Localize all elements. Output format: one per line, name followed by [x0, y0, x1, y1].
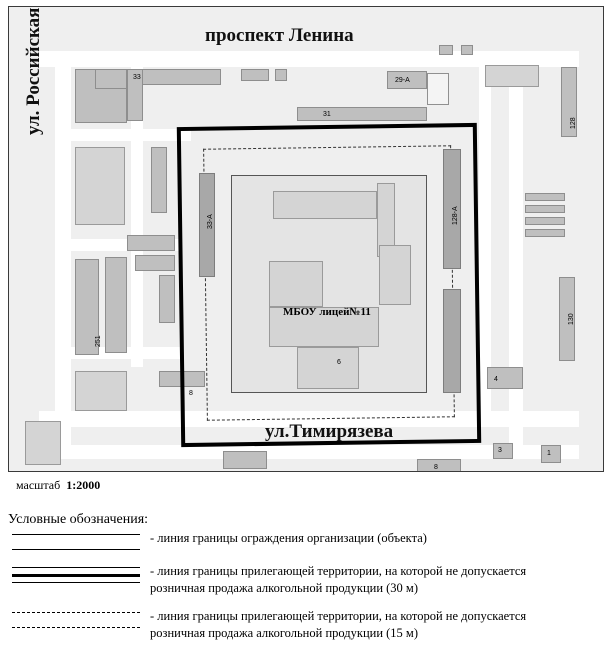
- scale-indicator: [16, 478, 100, 493]
- street-label-timiryazeva: ул.Тимирязева: [265, 421, 394, 442]
- building-block: [159, 275, 175, 323]
- legend-item-label: - линия границы прилегающей территории, на которой не допускается розничная продажа алкогольной продукции (15 м): [150, 608, 527, 640]
- building-block: [75, 147, 125, 225]
- building-block: [105, 257, 127, 353]
- building-block: [135, 69, 221, 85]
- building-block: [275, 69, 287, 81]
- street-label-lenina: проспект Ленина: [205, 25, 354, 46]
- building-number-label: 33: [133, 74, 141, 81]
- building-block: [439, 45, 453, 55]
- building-number-label: 3: [498, 447, 502, 454]
- road-east-vertical: [509, 51, 523, 451]
- map-canvas: [8, 6, 604, 472]
- building-block: [525, 229, 565, 237]
- building-block: [269, 261, 323, 307]
- building-block: [443, 289, 461, 393]
- building-number-label: 6: [337, 359, 341, 366]
- building-block: [485, 65, 539, 87]
- legend-item: [12, 563, 602, 597]
- building-block: [541, 445, 561, 463]
- legend-swatch-30m: [12, 565, 140, 585]
- building-block: [461, 45, 473, 55]
- legend: [12, 530, 602, 653]
- building-number-label: 128: [570, 117, 577, 129]
- building-number-label: 8: [434, 464, 438, 471]
- building-number-label: 1: [547, 450, 551, 457]
- street-label-rossiyskaya: ул. Российская: [23, 7, 44, 135]
- building-number-label: 29-А: [395, 77, 410, 84]
- building-block: [273, 191, 377, 219]
- building-number-label: 31: [323, 111, 331, 118]
- building-block: [75, 371, 127, 411]
- building-block: [159, 371, 205, 387]
- building-number-label: 251: [95, 335, 102, 347]
- building-block: [297, 107, 427, 121]
- building-number-label: 128-А: [452, 206, 459, 225]
- building-block: [223, 451, 267, 469]
- building-number-label: 130: [568, 313, 575, 325]
- building-block: [297, 347, 359, 389]
- building-block: [417, 459, 461, 472]
- building-number-label: 8: [189, 390, 193, 397]
- building-block: [241, 69, 269, 81]
- building-block: [127, 235, 175, 251]
- legend-item-label: - линия границы ограждения организации (объекта): [150, 531, 427, 545]
- building-block: [135, 255, 175, 271]
- building-block: [95, 69, 127, 89]
- building-block: [525, 217, 565, 225]
- legend-item-label: - линия границы прилегающей территории, на которой не допускается розничная продажа алкогольной продукции (30 м): [150, 564, 527, 595]
- building-block: [493, 443, 513, 459]
- scale-value: 1:2000: [66, 478, 101, 492]
- legend-item: [12, 530, 602, 552]
- building-block: [151, 147, 167, 213]
- legend-item: [12, 608, 602, 642]
- building-block: [525, 205, 565, 213]
- legend-swatch-15m: [12, 610, 140, 630]
- building-block: [487, 367, 523, 389]
- object-title: МБОУ лицей№11: [283, 306, 371, 318]
- road-inner-vertical-east: [479, 67, 491, 411]
- building-block: [427, 73, 449, 105]
- building-block: [25, 421, 61, 465]
- building-number-label: 4: [494, 376, 498, 383]
- building-number-label: 33-А: [207, 214, 214, 229]
- road-rossiyskaya: [55, 51, 71, 451]
- legend-title: Условные обозначения:: [8, 512, 149, 527]
- building-block: [525, 193, 565, 201]
- legend-swatch-fence: [12, 532, 140, 552]
- scale-label: масштаб: [16, 478, 61, 492]
- building-block: [379, 245, 411, 305]
